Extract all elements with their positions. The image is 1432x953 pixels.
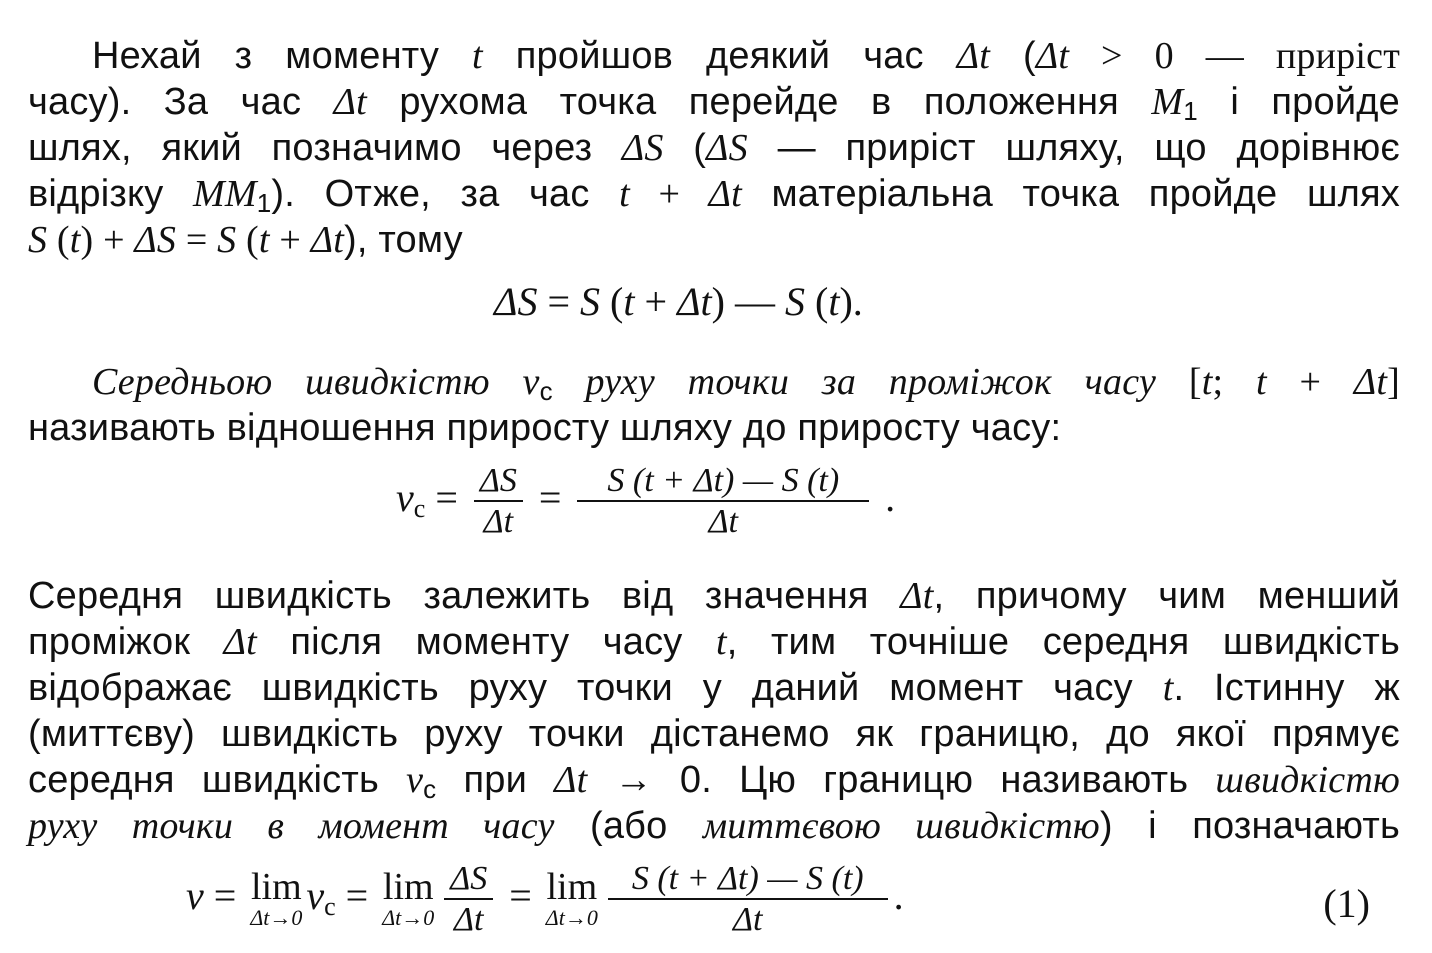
paragraph1-line1: [28, 34, 1400, 78]
paragraph3-line3: [28, 666, 1400, 710]
math-M: M: [1151, 81, 1184, 123]
text: ). Отже, за час: [271, 173, 620, 215]
math: t: [69, 219, 81, 261]
period: .: [885, 475, 896, 521]
fraction: [608, 860, 888, 940]
math-delta-t: Δt: [1035, 35, 1070, 77]
text: матеріальна точка пройде шлях: [741, 173, 1400, 215]
paragraph1-line2: [28, 80, 1400, 124]
math-t: t: [715, 621, 727, 663]
limit: [250, 866, 303, 931]
text: Середня швидкість залежить від значення: [28, 575, 901, 617]
math: ΔS: [494, 279, 538, 324]
text: (або: [554, 805, 703, 847]
math: (: [47, 219, 70, 261]
math-delta-t: Δt: [333, 81, 367, 123]
math: S: [580, 279, 601, 324]
denominator: Δt: [733, 901, 763, 938]
math: Δt: [677, 279, 712, 324]
math-v: v: [306, 873, 325, 919]
text: . Істинну ж: [1173, 667, 1400, 709]
math: +: [269, 219, 311, 261]
denominator: Δt: [483, 503, 514, 540]
math-delta-t: Δt: [708, 173, 742, 215]
definition-term: миттєвою швидкістю: [702, 805, 1100, 847]
paragraph3-line6: [28, 804, 1400, 848]
paragraph2-line1: [28, 360, 1400, 404]
text: — приріст шляху, що дорівнює: [747, 127, 1400, 169]
math: S: [217, 219, 237, 261]
subscript: 1: [1183, 96, 1198, 126]
formula-instant-speed: [186, 860, 904, 940]
math: S: [784, 279, 805, 324]
math: S: [28, 219, 48, 261]
definition-term: руху точки в момент часу: [28, 805, 555, 847]
lim-subscript: Δt→0: [382, 905, 435, 930]
math-v: v: [396, 475, 414, 521]
text: і пройде: [1197, 81, 1400, 123]
subscript: c: [539, 376, 553, 406]
numerator: S (t + Δt) — S (t): [608, 860, 888, 900]
math: t: [828, 279, 840, 324]
fraction: [474, 462, 523, 542]
formula-average-speed: [396, 462, 895, 542]
text: називають відношення приросту шляху до приросту часу:: [28, 407, 1062, 449]
math: Δt: [310, 219, 344, 261]
text: +: [629, 173, 709, 215]
lim-label: lim: [382, 866, 434, 908]
text: ), тому: [343, 219, 463, 261]
definition-term: Середньою швидкістю: [92, 361, 523, 403]
math-delta-t: Δt: [900, 575, 934, 617]
subscript: c: [413, 494, 426, 524]
formula-delta-s: [494, 278, 863, 325]
text: (миттєву) швидкість руху точки дістанемо як границю, до якої прямує: [28, 713, 1400, 755]
math-v: v: [522, 361, 540, 403]
math: (: [236, 219, 259, 261]
paragraph1-line5: [28, 218, 1400, 262]
math-t: t: [619, 173, 630, 215]
text: проміжок: [28, 621, 224, 663]
equals-sign: =: [345, 873, 369, 919]
text: після моменту часу: [256, 621, 716, 663]
paragraph3-line1: [28, 574, 1400, 618]
equation-number: (1): [1323, 881, 1370, 926]
math: +: [1266, 361, 1354, 403]
math-v: v: [186, 873, 204, 919]
numerator: ΔS: [444, 860, 493, 900]
limit: [382, 866, 435, 931]
text: відрізку: [28, 173, 194, 215]
paragraph1-line4: [28, 172, 1400, 216]
math: (: [804, 279, 829, 324]
text: рухома точка перейде в положення: [366, 81, 1152, 123]
math: t: [1201, 361, 1213, 403]
text: → 0. Цю границю називають: [587, 759, 1216, 801]
math-MM: MM: [193, 173, 257, 215]
text: (: [663, 127, 707, 169]
limit: [545, 866, 598, 931]
math-t: t: [472, 35, 483, 77]
math: ΔS: [134, 219, 177, 261]
equals-sign: =: [213, 873, 237, 919]
math: t: [1255, 361, 1267, 403]
math-delta-t: Δt: [223, 621, 257, 663]
denominator: Δt: [708, 503, 738, 540]
text: ) і позначають: [1099, 805, 1400, 847]
fraction: [577, 462, 869, 542]
math: ]: [1387, 361, 1400, 403]
text: пройшов деякий час: [482, 35, 957, 77]
text: шлях, який позначимо через: [28, 127, 622, 169]
paragraph3-line5: [28, 758, 1400, 802]
equals-sign: =: [435, 475, 458, 521]
numerator: ΔS: [474, 462, 523, 502]
text: , причому чим менший: [933, 575, 1401, 617]
text: відображає швидкість руху точки у даний момент часу: [28, 667, 1163, 709]
math-delta-t: Δt: [554, 759, 588, 801]
numerator: S (t + Δt) — S (t): [577, 462, 869, 502]
paragraph2-line2: [28, 406, 1400, 450]
paragraph3-line2: [28, 620, 1400, 664]
lim-label: lim: [251, 866, 302, 908]
text: , тим точніше середня швидкість: [726, 621, 1401, 663]
period: .: [893, 873, 904, 919]
math: t: [623, 279, 635, 324]
text: при: [436, 759, 555, 801]
math: =: [176, 219, 218, 261]
denominator: Δt: [454, 901, 484, 938]
math: t: [258, 219, 270, 261]
math: ).: [839, 279, 863, 324]
lim-label: lim: [546, 866, 598, 908]
paragraph1-line3: [28, 126, 1400, 170]
math-v: v: [406, 759, 424, 801]
fraction: [444, 860, 493, 940]
math-delta-s: ΔS: [706, 127, 748, 169]
text: > 0 — приріст: [1069, 35, 1400, 77]
math: Δt: [1353, 361, 1388, 403]
equals-sign: =: [509, 873, 532, 919]
text: середня швидкість: [28, 759, 407, 801]
math: ;: [1212, 361, 1256, 403]
paragraph3-line4: [28, 712, 1400, 756]
text: (: [990, 35, 1036, 77]
math: +: [634, 279, 678, 324]
text: Нехай з моменту: [92, 35, 473, 77]
lim-subscript: Δt→0: [545, 905, 598, 930]
equals-sign: =: [538, 475, 562, 521]
text: часу). За час: [28, 81, 334, 123]
math: [: [1156, 361, 1202, 403]
definition-term: руху точки за проміжок часу: [552, 361, 1157, 403]
math-t: t: [1162, 667, 1174, 709]
math: (: [600, 279, 624, 324]
definition-term: швидкістю: [1215, 759, 1400, 801]
math: ) —: [711, 279, 785, 324]
subscript: 1: [256, 188, 272, 218]
math: ) +: [80, 219, 135, 261]
subscript: c: [324, 892, 336, 922]
math: =: [537, 279, 581, 324]
math-delta-t: Δt: [956, 35, 990, 77]
subscript: c: [423, 774, 437, 804]
lim-subscript: Δt→0: [250, 905, 303, 930]
math-delta-s: ΔS: [621, 127, 664, 169]
